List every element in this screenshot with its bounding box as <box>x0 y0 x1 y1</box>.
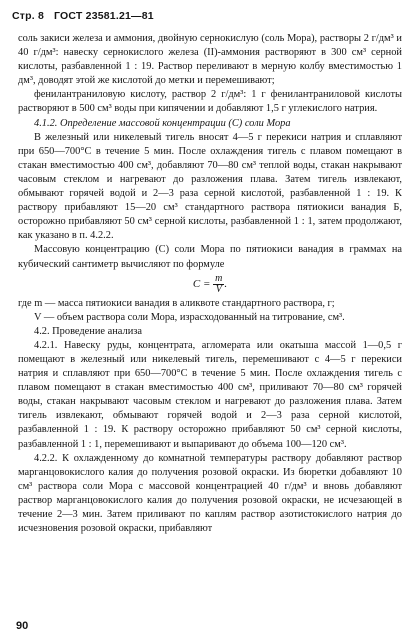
standard-number: ГОСТ 23581.21—81 <box>54 10 154 22</box>
paragraph-phenylanthranilic-acid: фенилантраниловую кислоту, раствор 2 г/дм³: 1 г фенилантраниловой кислоты растворяют в 500 см³ воды при кипячении и добавляют 1,5 г углекислого натрия. <box>18 89 402 115</box>
section-heading-4-2: 4.2. Проведение анализа <box>34 325 142 337</box>
formula-denominator: V <box>215 283 222 295</box>
formula-fraction <box>213 274 224 295</box>
section-heading-4-1-2: 4.1.2. Определение массовой концентрации (С) соли Мора <box>34 117 291 129</box>
definition-v: V — объем раствора соли Мора, израсходованный на титрование, см³. <box>34 311 345 323</box>
page-label: Стр. 8 <box>12 10 45 22</box>
formula-numerator: m <box>215 272 223 284</box>
paragraph-mohr-salt-solution: соль закиси железа и аммония, двойную сернокислую (соль Мора), растворы 2 г/дм³ и 40 г/дм³: навеску сернокислого железа (II)-аммония растворяют в 300 см³ серной кислоты, разбавленной 1 : 19. Раствор переливают в мерную колбу вместимостью 1 дм³, доводят этой же кислотой до метки и перемешивают; <box>18 33 402 87</box>
page-header <box>12 10 154 22</box>
formula-concentration <box>18 274 402 295</box>
definition-m: где m — масса пятиокиси ванадия в аликвоте стандартного раствора, г; <box>18 297 335 309</box>
paragraph-4-2-1: 4.2.1. Навеску руды, концентрата, агломерата или окатыша массой 1—0,5 г помещают в железный или никелевый тигель, перемешивают с 4—5 г перекиси натрия и сплавляют при 650—700°С в течение 5 мин. После охлаждения тигель с плавом помещают в стакан вместимостью 400 см³, приливают 70—80 см³ горячей воды, стакан накрывают часовым стеклом и нагревают до разложения плава. Затем тигель извлекают, обмывают горячей водой и 2—3 раза серной кислотой, разбавленной 1 : 19. К раствору осторожно прибавляют 50 см³ серной кислоты, разбавленной 1 : 1, перемешивают и выпаривают до объема 100—120 см³. <box>18 339 402 450</box>
document-body <box>18 32 402 536</box>
paragraph-procedure-4-1-2: В железный или никелевый тигель вносят 4—5 г перекиси натрия и сплавляют при 650—700°С в течение 5 мин. После охлаждения тигель с плавом помещают в стакан вместимостью 400 см³, добавляют 70—80 см³ теплой воды, стакан накрывают часовым стеклом и нагревают до разложения плава. Затем тигель извлекают, обмывают горячей водой и 2—3 раза серной кислотой, разбавленной 1 : 19. К раствору прибавляют 15—20 см³ стандартного раствора пятиокиси ванадия Б, осторожно прибавляют 50 см³ серной кислоты, разбавленной 1 : 1, затем продолжают, как указано в п. 4.2.2. <box>18 131 402 242</box>
paragraph-formula-intro: Массовую концентрацию (С) соли Мора по пятиокиси ванадия в граммах на кубический сантиметр вычисляют по формуле <box>18 244 402 270</box>
formula-end: . <box>224 277 228 290</box>
page-number: 90 <box>16 620 29 632</box>
paragraph-4-2-2: 4.2.2. К охлажденному до комнатной температуры раствору добавляют раствор марганцовокислого калия до получения розовой окраски. Из бюретки добавляют 10 см³ раствора соли Мора с массовой концентрацией 40 г/дм³ и вновь добавляют раствор марганцовокислого калия до получения розовой окраски, не исчезающей в течение 2—3 мин. Затем приливают по каплям раствор азотистокислого натрия до исчезновения розовой окраски, прибавляют <box>18 452 402 535</box>
formula-lhs: C = <box>192 277 211 290</box>
